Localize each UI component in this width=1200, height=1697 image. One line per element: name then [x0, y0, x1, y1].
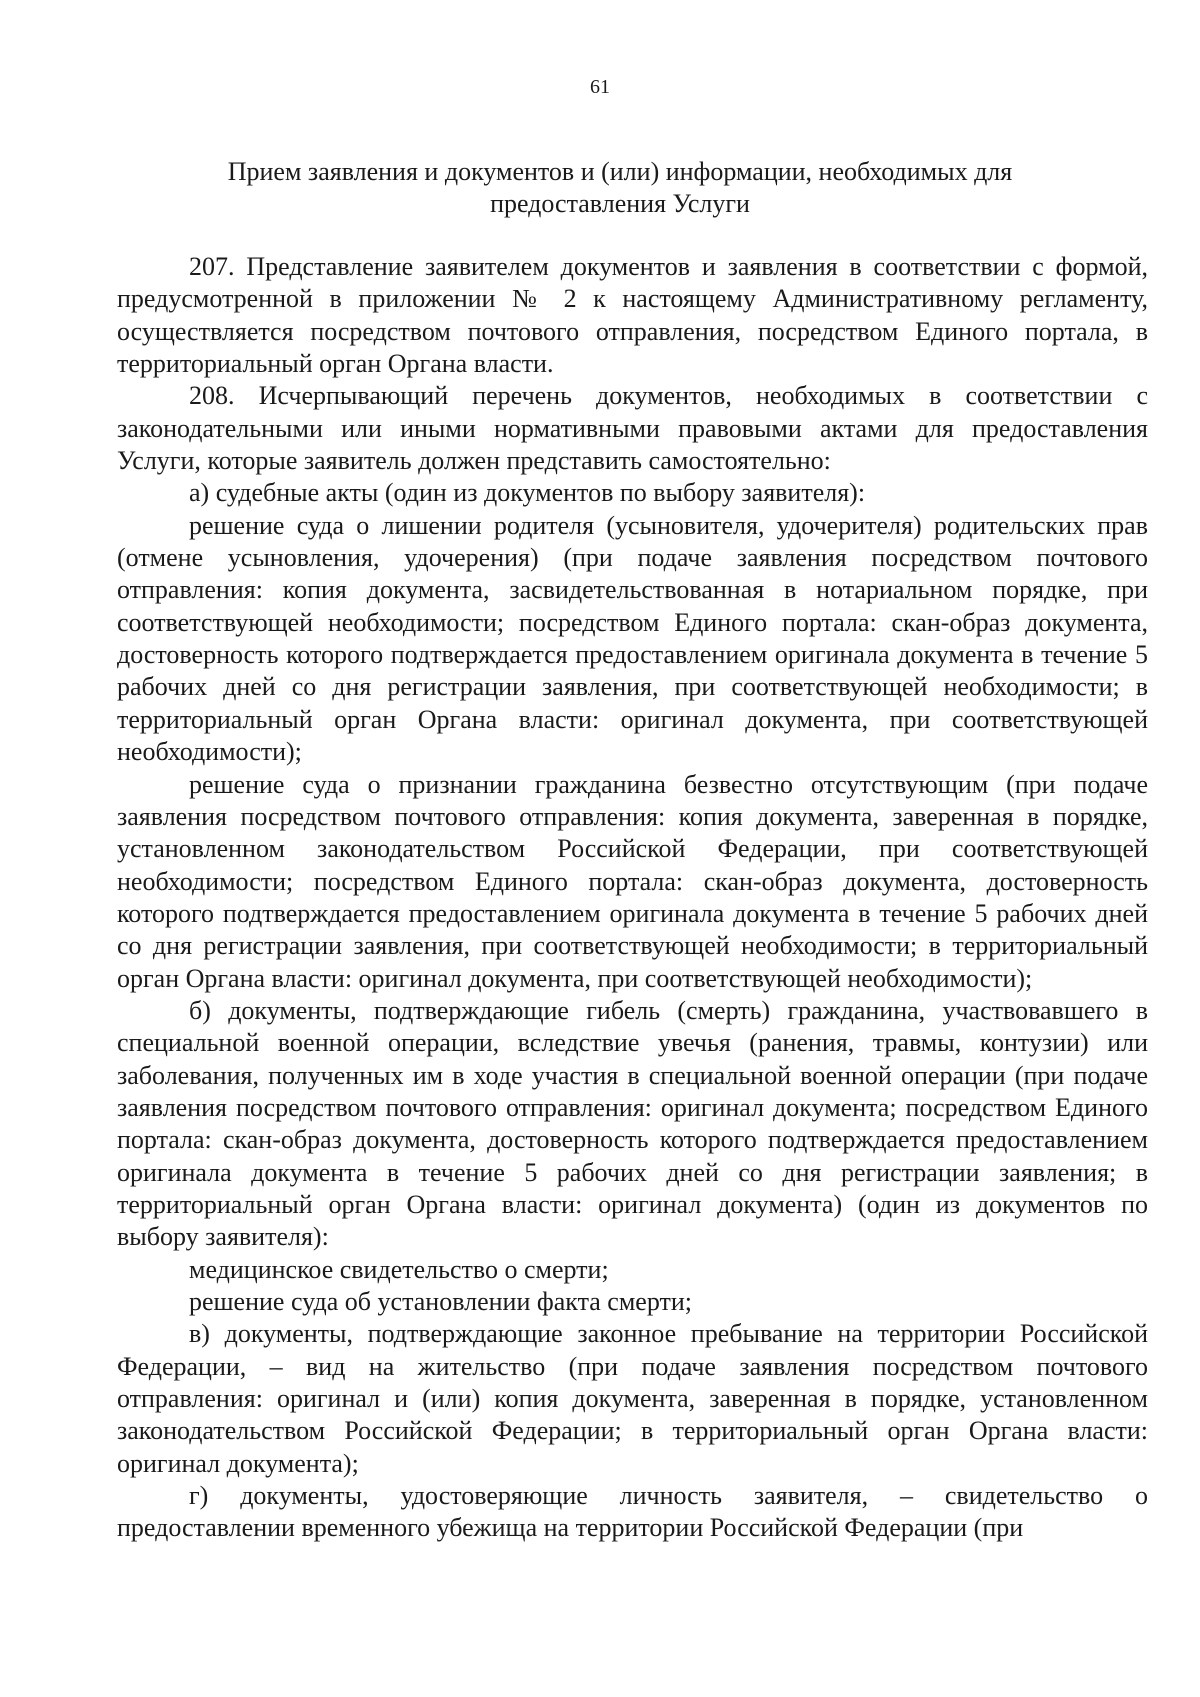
- item-medical-death-certificate: медицинское свидетельство о смерти;: [189, 1254, 609, 1284]
- paragraph-208: 208. Исчерпывающий перечень документов, необходимых в соответствии с законодательными или иными нормативными правовыми актами для предоставления Услуги, которые заявитель должен представить самостоятельно:: [117, 381, 1148, 476]
- item-v-residence-documents: в) документы, подтверждающие законное пребывание на территории Российской Федерации, – вид на жительство (при подаче заявления посредством почтового отправления: оригинал и (или) копия документа, заверенная в порядке, установленном законодательством Российской Федерации; в территориальный орган Органа власти: оригинал документа);: [117, 1319, 1148, 1478]
- item-g-identity-documents: г) документы, удостоверяющие личность заявителя, – свидетельство о предоставлении временного убежища на территории Российской Федерации (при: [117, 1481, 1148, 1543]
- item-court-decision-death-fact: решение суда об установлении факта смерти;: [189, 1287, 692, 1316]
- item-court-decision-deprivation: решение суда о лишении родителя (усыновителя, удочерителя) родительских прав (отмене усыновления, удочерения) (при подаче заявления посредством почтового отправления: копия документа, засвидетельствованная в нотариальном порядке, при соответствующей необходимости; посредством Единого портала: скан-образ документа, достоверность которого подтверждается предоставлением оригинала документа в течение 5 рабочих дней со дня регистрации заявления, при соответствующей необходимости; в территориальный орган Органа власти: оригинал документа, при соответствующей необходимости);: [117, 510, 1148, 767]
- document-body: [117, 251, 1148, 1545]
- section-title: Прием заявления и документов и (или) информации, необходимых для предоставления Услуги: [227, 157, 1013, 218]
- item-court-decision-missing: решение суда о признании гражданина безвестно отсутствующим (при подаче заявления посредством почтового отправления: копия документа, заверенная в порядке, установленном законодательством Российской Федерации, при соответствующей необходимости; посредством Единого портала: скан-образ документа, достоверность которого подтверждается предоставлением оригинала документа в течение 5 рабочих дней со дня регистрации заявления, при соответствующей необходимости; в территориальный орган Органа власти: оригинал документа, при соответствующей необходимости);: [117, 769, 1148, 993]
- paragraph-207: 207. Представление заявителем документов и заявления в соответствии с формой, предусмотренной в приложении № 2 к настоящему Административному регламенту, осуществляется посредством почтового отправления, посредством Единого портала, в территориальный орган Органа власти.: [117, 252, 1148, 379]
- item-a-court-acts: а) судебные акты (один из документов по выбору заявителя):: [189, 478, 866, 508]
- item-b-death-documents: б) документы, подтверждающие гибель (смерть) гражданина, участвовавшего в специальной военной операции, вследствие увечья (ранения, травмы, контузии) или заболевания, полученных им в ходе участия в специальной военной операции (при подаче заявления посредством почтового отправления: оригинал документа; посредством Единого портала: скан-образ документа, достоверность которого подтверждается предоставлением оригинала документа в течение 5 рабочих дней со дня регистрации заявления; в территориальный орган Органа власти: оригинал документа) (один из документов по выбору заявителя):: [117, 995, 1148, 1252]
- page-number: 61: [590, 76, 610, 98]
